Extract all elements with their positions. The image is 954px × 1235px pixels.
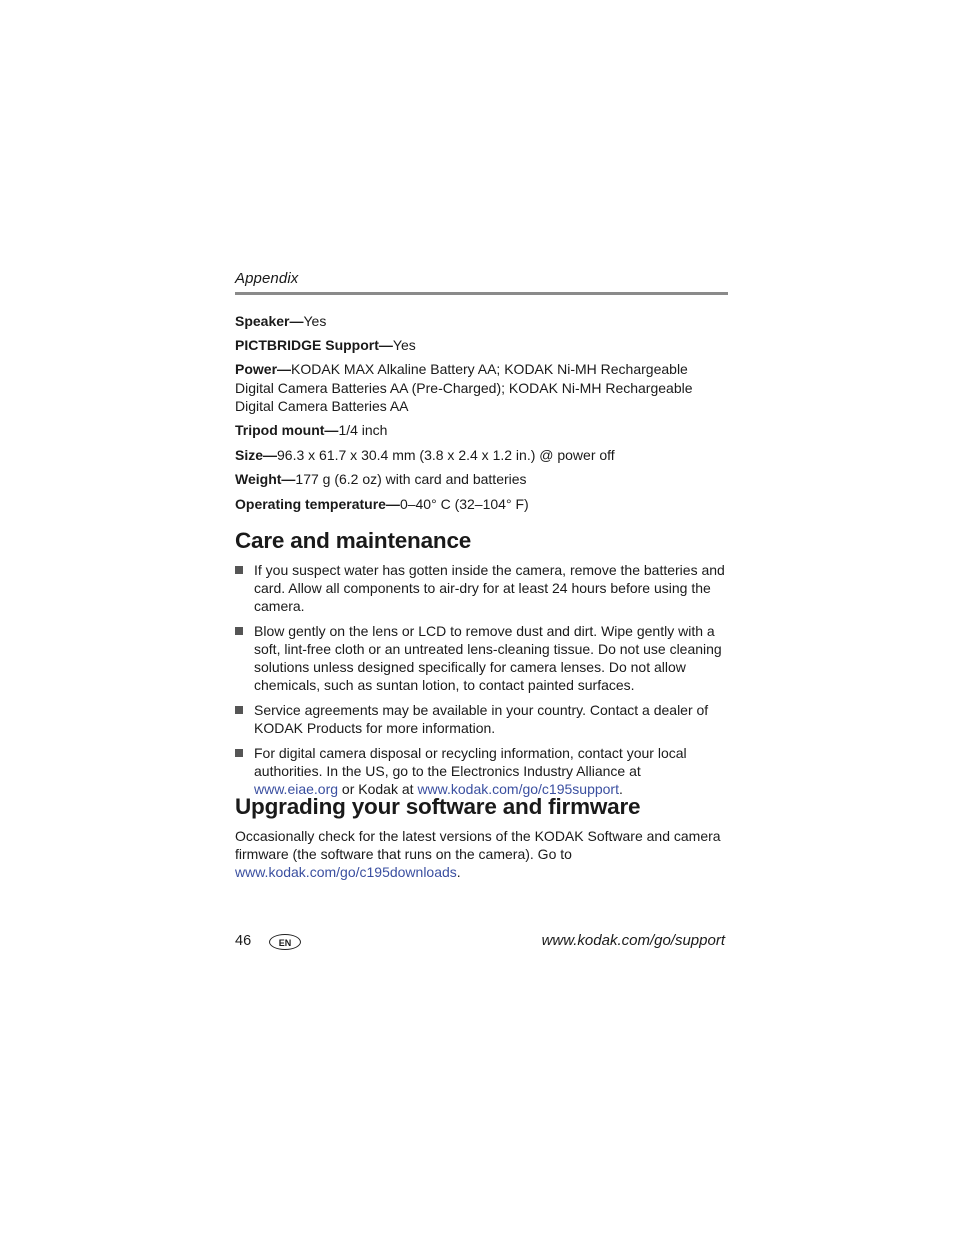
spec-value: 177 g (6.2 oz) with card and batteries xyxy=(295,471,527,487)
spec-value: 96.3 x 61.7 x 30.4 mm (3.8 x 2.4 x 1.2 in.) @ power off xyxy=(277,447,615,463)
care-list xyxy=(235,561,728,805)
list-item-text: For digital camera disposal or recycling information, contact your local authorities. In the US, go to the Electronics Industry Alliance at xyxy=(254,745,687,779)
list-item-text: Service agreements may be available in your country. Contact a dealer of KODAK Products for more information. xyxy=(254,702,709,736)
list-item xyxy=(235,561,728,615)
spec-label: PICTBRIDGE Support— xyxy=(235,337,393,353)
spec-label: Size— xyxy=(235,447,278,463)
spec-label: Weight— xyxy=(235,471,296,487)
spec-value: 1/4 inch xyxy=(338,422,388,438)
spec-label: Operating temperature— xyxy=(235,496,400,512)
square-bullet-icon xyxy=(235,706,243,714)
spec-operating-temperature xyxy=(235,495,728,514)
square-bullet-icon xyxy=(235,627,243,635)
care-heading: Care and maintenance xyxy=(235,528,472,553)
spec-power xyxy=(235,360,728,416)
header-rule xyxy=(235,292,728,295)
list-item-text: . xyxy=(619,781,623,797)
spec-size xyxy=(235,446,728,465)
kodak-support-link[interactable]: www.kodak.com/go/c195support xyxy=(417,781,619,797)
list-item-text: Blow gently on the lens or LCD to remove dust and dirt. Wipe gently with a soft, lint-free cloth or an untreated lens-cleaning tissue. Do not use cleaning solutions unless designed specifically for camera lenses. Do not allow chemicals, such as suntan lotion, to contact painted surfaces. xyxy=(254,623,722,693)
square-bullet-icon xyxy=(235,566,243,574)
spec-label: Speaker— xyxy=(235,313,304,329)
spec-pictbridge xyxy=(235,336,728,355)
square-bullet-icon xyxy=(235,749,243,757)
spec-value: KODAK MAX Alkaline Battery AA; KODAK Ni-MH Rechargeable Digital Camera Batteries AA (Pre-Charged); KODAK Ni-MH Rechargeable Digital Camera Batteries AA xyxy=(235,361,693,414)
list-item-text: If you suspect water has gotten inside the camera, remove the batteries and card. Allow all components to air-dry for at least 24 hours before using the camera. xyxy=(254,562,725,614)
upgrade-paragraph xyxy=(235,827,728,881)
spec-value: Yes xyxy=(303,313,327,329)
kodak-downloads-link[interactable]: www.kodak.com/go/c195downloads xyxy=(235,864,457,880)
upgrade-heading: Upgrading your software and firmware xyxy=(235,794,641,819)
list-item xyxy=(235,744,728,798)
spec-label: Power— xyxy=(235,361,292,377)
page-footer xyxy=(235,931,728,953)
paragraph-text: . xyxy=(456,864,461,880)
spec-value: Yes xyxy=(392,337,416,353)
list-item-text: or Kodak at xyxy=(338,781,418,797)
running-head: Appendix xyxy=(235,270,299,287)
spec-speaker xyxy=(235,312,728,331)
list-item xyxy=(235,622,728,694)
list-item xyxy=(235,701,728,737)
spec-tripod xyxy=(235,421,728,440)
spec-label: Tripod mount— xyxy=(235,422,339,438)
spec-weight xyxy=(235,470,728,489)
spec-value: 0–40° C (32–104° F) xyxy=(399,496,529,512)
eiae-link[interactable]: www.eiae.org xyxy=(254,781,339,797)
footer-url: www.kodak.com/go/support xyxy=(541,932,725,949)
page-number: 46 xyxy=(235,933,252,949)
paragraph-text: Occasionally check for the latest versions of the KODAK Software and camera firmware (the software that runs on the camera). Go to xyxy=(235,828,721,862)
language-badge-icon: EN xyxy=(269,934,301,950)
